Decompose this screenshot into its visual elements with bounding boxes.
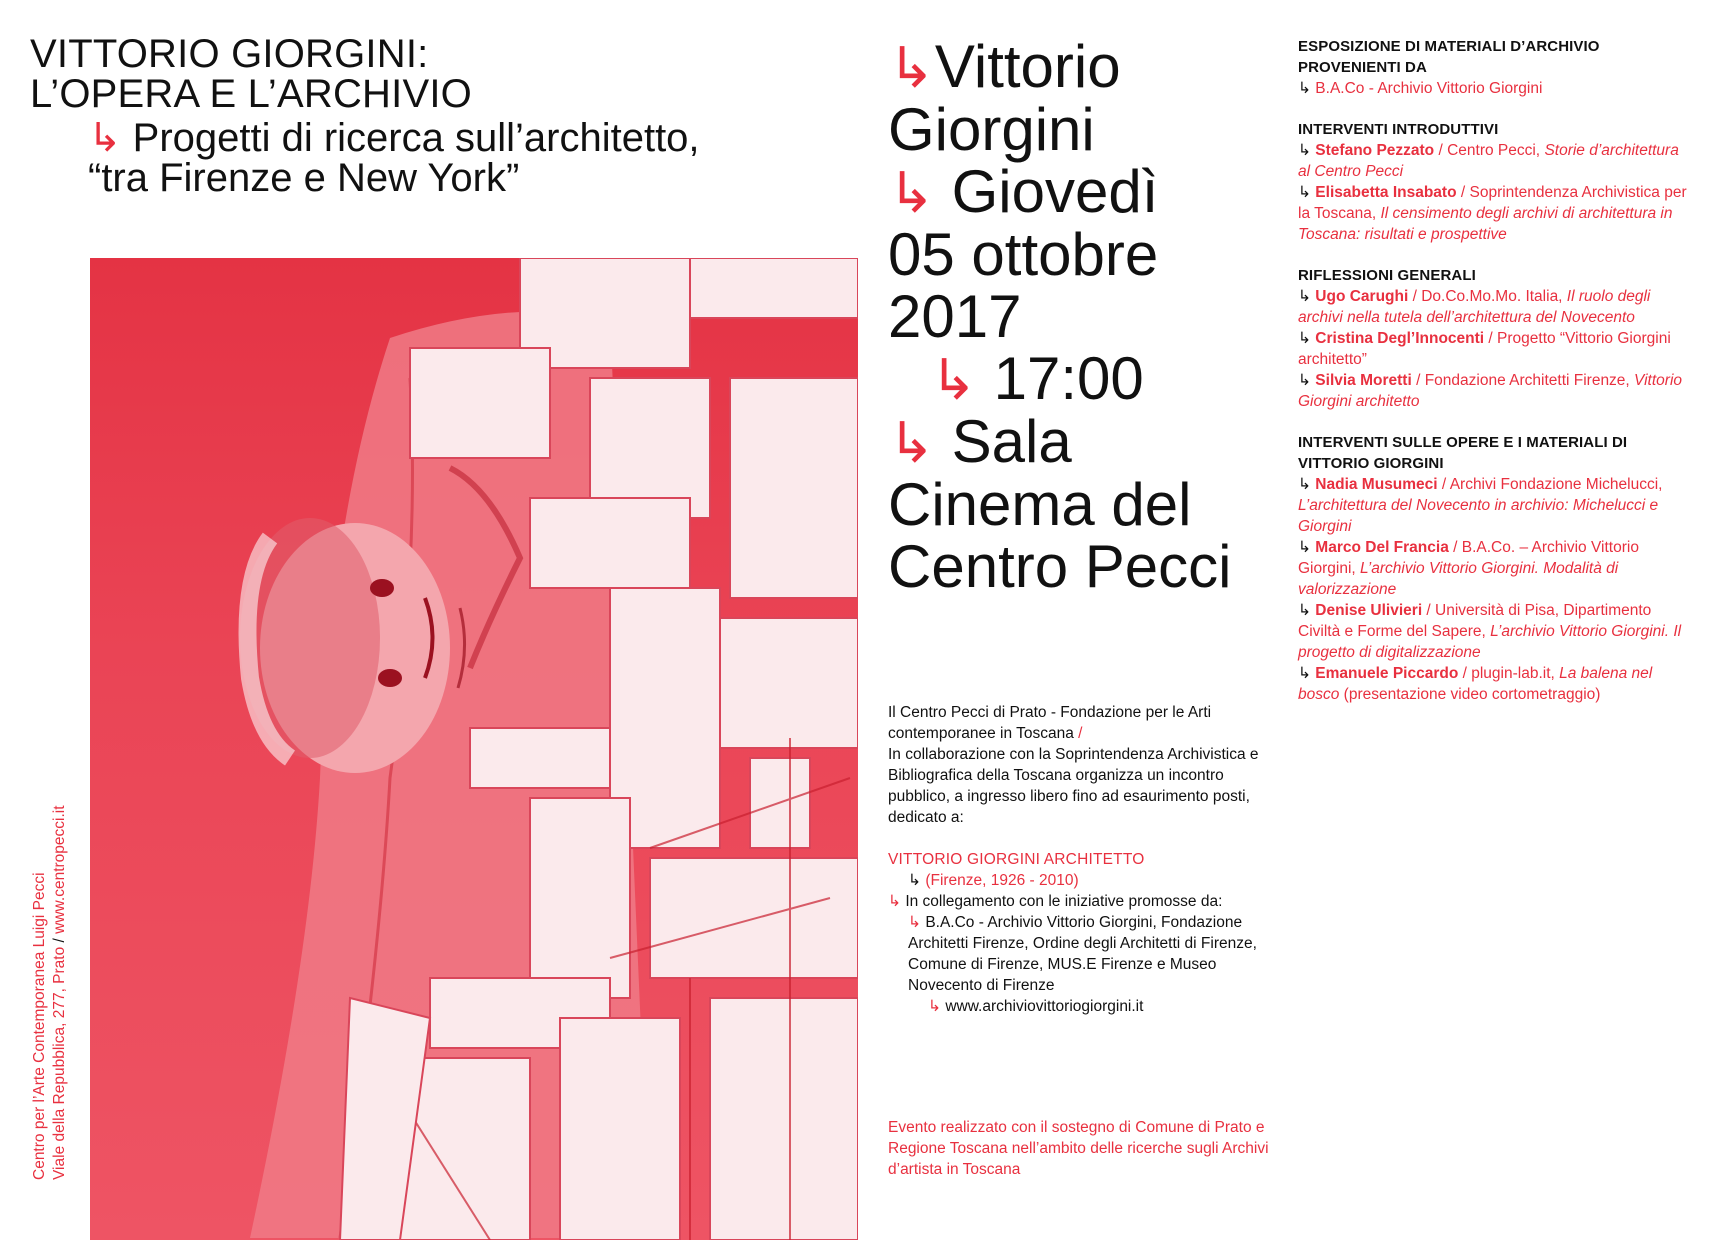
- return-arrow-icon: ↳: [1298, 80, 1316, 97]
- event-summary: [888, 33, 1288, 600]
- return-arrow-icon: ↳: [1298, 184, 1316, 201]
- event-title: [30, 34, 880, 114]
- subtitle-line-1: Progetti di ricerca sull’architetto,: [132, 116, 700, 160]
- title-line-2: L’OPERA E L’ARCHIVIO: [30, 72, 472, 116]
- program-item: [1298, 537, 1690, 600]
- big-name-2: Giorgini: [888, 96, 1095, 163]
- subtitle-line-2: “tra Firenze e New York”: [88, 156, 520, 200]
- return-arrow-icon: ↳: [1298, 665, 1316, 682]
- speaker-affiliation: B.A.Co - Archivio Vittorio Giorgini: [1315, 80, 1543, 97]
- section-heading: RIFLESSIONI GENERALI: [1298, 267, 1476, 284]
- program-item: [1298, 328, 1690, 370]
- speaker-separator: /: [1458, 665, 1472, 682]
- return-arrow-icon: ↳: [908, 914, 921, 931]
- event-subtitle: [88, 118, 700, 198]
- return-arrow-icon: ↳: [1298, 602, 1316, 619]
- return-arrow-icon: ↳: [908, 872, 921, 889]
- big-name-1: Vittorio: [934, 33, 1121, 100]
- speaker-affiliation: Progetto “Vittorio Giorgini architetto”: [1298, 330, 1671, 368]
- speaker-affiliation: Soprintendenza Archivistica per la Toscana,: [1298, 184, 1687, 222]
- speaker-affiliation: Fondazione Architetti Firenze,: [1424, 372, 1635, 389]
- speaker-name: Emanuele Piccardo: [1315, 665, 1459, 682]
- program-section: [1298, 432, 1690, 705]
- program-item: [1298, 474, 1690, 537]
- return-arrow-icon: ↳: [930, 348, 977, 411]
- big-venue-1: Sala: [951, 408, 1072, 475]
- return-arrow-icon: ↳: [888, 411, 935, 474]
- program-item: [1298, 600, 1690, 663]
- speaker-affiliation: plugin-lab.it,: [1471, 665, 1560, 682]
- talk-title: Storie d’architettura al Centro Pecci: [1298, 142, 1679, 180]
- speaker-separator: /: [1484, 330, 1498, 347]
- intro-text: [888, 702, 1288, 1017]
- big-time: 17:00: [993, 345, 1144, 412]
- talk-title: L’archivio Vittorio Giorgini. Il progetto di digitalizzazione: [1298, 623, 1682, 661]
- return-arrow-icon: ↳: [1298, 142, 1316, 159]
- speaker-name: Elisabetta Insabato: [1315, 184, 1457, 201]
- big-venue-2: Cinema del: [888, 471, 1192, 538]
- intro-organizer: Il Centro Pecci di Prato - Fondazione per le Arti contemporanee in Toscana: [888, 704, 1212, 742]
- talk-title: Il ruolo degli archivi nella tutela dell’architettura del Novecento: [1298, 288, 1651, 326]
- event-program: [1298, 36, 1690, 725]
- return-arrow-icon: ↳: [1298, 372, 1316, 389]
- speaker-name: Ugo Carughi: [1315, 288, 1409, 305]
- program-item: [1298, 140, 1690, 182]
- section-heading: INTERVENTI SULLE OPERE E I MATERIALI DI VITTORIO GIORGINI: [1298, 434, 1628, 472]
- section-heading: ESPOSIZIONE DI MATERIALI D’ARCHIVIO PROVENIENTI DA: [1298, 38, 1600, 76]
- speaker-name: Silvia Moretti: [1315, 372, 1412, 389]
- address-separator: /: [51, 938, 68, 943]
- speaker-affiliation: Archivi Fondazione Michelucci,: [1449, 476, 1663, 493]
- talk-title: Il censimento degli archivi di architettura in Toscana: risultati e prospettive: [1298, 205, 1673, 243]
- program-section: [1298, 36, 1690, 99]
- talk-note: (presentazione video cortometraggio): [1339, 686, 1601, 703]
- architect-photo: [90, 258, 858, 1240]
- speaker-separator: /: [1422, 602, 1436, 619]
- speaker-name: Denise Ulivieri: [1315, 602, 1423, 619]
- program-item: [1298, 370, 1690, 412]
- big-day: Giovedì: [951, 158, 1159, 225]
- architect-title: VITTORIO GIORGINI ARCHITETTO: [888, 851, 1145, 868]
- speaker-separator: /: [1411, 372, 1425, 389]
- big-date-1: 05 ottobre: [888, 221, 1159, 288]
- talk-title: La balena nel bosco: [1298, 665, 1653, 703]
- speaker-separator: /: [1448, 539, 1462, 556]
- return-arrow-icon: ↳: [888, 36, 935, 99]
- section-heading: INTERVENTI INTRODUTTIVI: [1298, 121, 1499, 138]
- archive-website-link[interactable]: www.archiviovittoriogiorgini.it: [945, 998, 1144, 1015]
- collab-text: In collegamento con le iniziative promosse da:: [905, 893, 1223, 910]
- address-line-1: Centro per l’Arte Contemporanea Luigi Pecci: [31, 872, 48, 1180]
- architect-years: (Firenze, 1926 - 2010): [925, 872, 1079, 889]
- architect-with-model-illustration: [90, 258, 858, 1240]
- return-arrow-icon: ↳: [88, 116, 122, 160]
- speaker-separator: /: [1408, 288, 1422, 305]
- program-section: [1298, 265, 1690, 412]
- program-item: [1298, 182, 1690, 245]
- speaker-affiliation: Centro Pecci,: [1447, 142, 1545, 159]
- return-arrow-icon: ↳: [1298, 330, 1316, 347]
- return-arrow-icon: ↳: [1298, 288, 1316, 305]
- speaker-affiliation: Do.Co.Mo.Mo. Italia,: [1421, 288, 1567, 305]
- speaker-affiliation: B.A.Co. – Archivio Vittorio Giorgini,: [1298, 539, 1639, 577]
- address-line-2: Viale della Repubblica, 277, Prato: [51, 946, 68, 1180]
- return-arrow-icon: ↳: [888, 893, 901, 910]
- speaker-affiliation: Università di Pisa, Dipartimento Civiltà e Forme del Sapere,: [1298, 602, 1652, 640]
- speaker-name: Stefano Pezzato: [1315, 142, 1435, 159]
- partners-text: B.A.Co - Archivio Vittorio Giorgini, Fondazione Architetti Firenze, Ordine degli Architetti di Firenze, Comune di Firenze, MUS.E Firenze e Museo Novecento di Firenze: [908, 914, 1257, 994]
- title-line-1: VITTORIO GIORGINI:: [30, 32, 429, 76]
- speaker-name: Marco Del Francia: [1315, 539, 1449, 556]
- return-arrow-icon: ↳: [1298, 476, 1316, 493]
- program-item: [1298, 663, 1690, 705]
- return-arrow-icon: ↳: [1298, 539, 1316, 556]
- talk-title: Vittorio Giorgini architetto: [1298, 372, 1683, 410]
- speaker-separator: /: [1456, 184, 1470, 201]
- program-section: [1298, 119, 1690, 245]
- talk-title: L’archivio Vittorio Giorgini. Modalità di valorizzazione: [1298, 560, 1619, 598]
- website-link[interactable]: www.centropecci.it: [51, 805, 68, 934]
- program-item: [1298, 286, 1690, 328]
- event-credits: Evento realizzato con il sostegno di Comune di Prato e Regione Toscana nell’ambito delle ricerche sugli Archivi d’artista in Toscana: [888, 1119, 1269, 1178]
- speaker-name: Cristina Degl’Innocenti: [1315, 330, 1485, 347]
- return-arrow-icon: ↳: [888, 161, 935, 224]
- talk-title: L’architettura del Novecento in archivio: Michelucci e Giorgini: [1298, 497, 1659, 535]
- program-item: [1298, 78, 1690, 99]
- intro-collaboration: In collaborazione con la Soprintendenza Archivistica e Bibliografica della Toscana organizza un incontro pubblico, a ingresso libero fino ad esaurimento posti, dedicato a:: [888, 746, 1259, 826]
- venue-address: [30, 805, 70, 1180]
- big-venue-3: Centro Pecci: [888, 533, 1232, 600]
- speaker-separator: /: [1437, 476, 1450, 493]
- big-date-2: 2017: [888, 283, 1022, 350]
- speaker-separator: /: [1434, 142, 1448, 159]
- intro-slash: /: [1078, 725, 1083, 742]
- return-arrow-icon: ↳: [928, 998, 941, 1015]
- speaker-name: Nadia Musumeci: [1315, 476, 1438, 493]
